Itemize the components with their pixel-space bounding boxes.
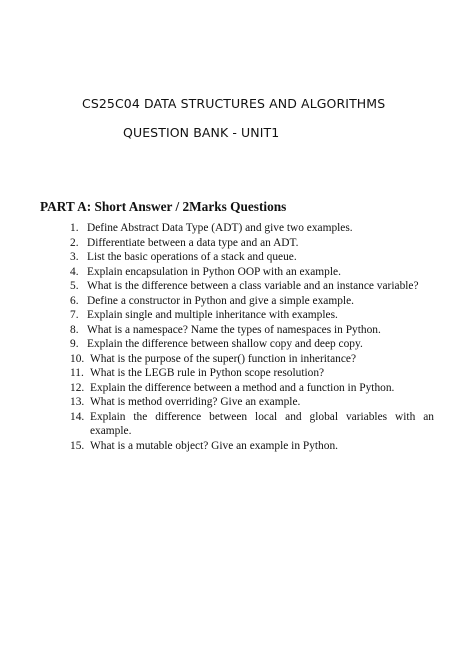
question-text: Explain encapsulation in Python OOP with an example. <box>87 265 341 278</box>
question-text: List the basic operations of a stack and queue. <box>87 251 297 263</box>
question-item <box>70 395 434 410</box>
question-text: Explain single and multiple inheritance with examples. <box>87 309 338 321</box>
question-text: What is the LEGB rule in Python scope resolution? <box>90 367 325 379</box>
question-item <box>70 221 434 236</box>
question-item <box>70 410 434 439</box>
question-number: 12. <box>70 381 85 394</box>
question-number: 7. <box>70 309 79 321</box>
course-title: CS25C04 DATA STRUCTURES AND ALGORITHMS <box>82 96 386 111</box>
question-number: 1. <box>70 222 79 234</box>
question-text: What is the purpose of the super() function in inheritance? <box>90 352 357 365</box>
question-text: Define Abstract Data Type (ADT) and give two examples. <box>87 222 353 234</box>
question-text: What is the difference between a class variable and an instance variable? <box>87 280 419 292</box>
question-item <box>70 337 434 352</box>
question-text: Define a constructor in Python and give a simple example. <box>87 294 354 307</box>
part-a-heading: PART A: Short Answer / 2Marks Questions <box>40 199 287 214</box>
question-text: Explain the difference between a method and a function in Python. <box>90 381 395 394</box>
question-item <box>70 366 434 381</box>
question-item <box>70 250 434 265</box>
question-text: What is method overriding? Give an example. <box>90 396 301 408</box>
question-number: 3. <box>70 251 79 263</box>
question-number: 5. <box>70 280 79 292</box>
question-number: 14. <box>70 410 85 423</box>
question-text: Differentiate between a data type and an ADT. <box>87 236 299 249</box>
question-text: What is a mutable object? Give an example in Python. <box>90 439 338 452</box>
question-item <box>70 279 434 294</box>
question-bank-title: QUESTION BANK - UNIT1 <box>123 125 280 140</box>
question-text: Explain the difference between shallow copy and deep copy. <box>87 338 363 350</box>
question-number: 2. <box>70 236 79 249</box>
question-item <box>70 381 434 396</box>
question-item <box>70 308 434 323</box>
question-item <box>70 323 434 338</box>
question-number: 4. <box>70 265 79 278</box>
question-number: 6. <box>70 294 79 307</box>
question-number: 13. <box>70 396 85 408</box>
question-number: 9. <box>70 338 79 350</box>
question-text: What is a namespace? Name the types of namespaces in Python. <box>87 323 381 336</box>
question-item <box>70 236 434 251</box>
question-text: Explain the difference between local and global variables with an <box>90 410 434 423</box>
question-number: 8. <box>70 323 79 336</box>
question-item <box>70 265 434 280</box>
question-number: 11. <box>70 367 84 379</box>
question-text-continued: example. <box>90 425 132 437</box>
question-item <box>70 439 434 454</box>
question-item <box>70 352 434 367</box>
question-number: 15. <box>70 439 85 452</box>
question-number: 10. <box>70 352 85 365</box>
question-item <box>70 294 434 309</box>
question-list <box>70 221 434 453</box>
